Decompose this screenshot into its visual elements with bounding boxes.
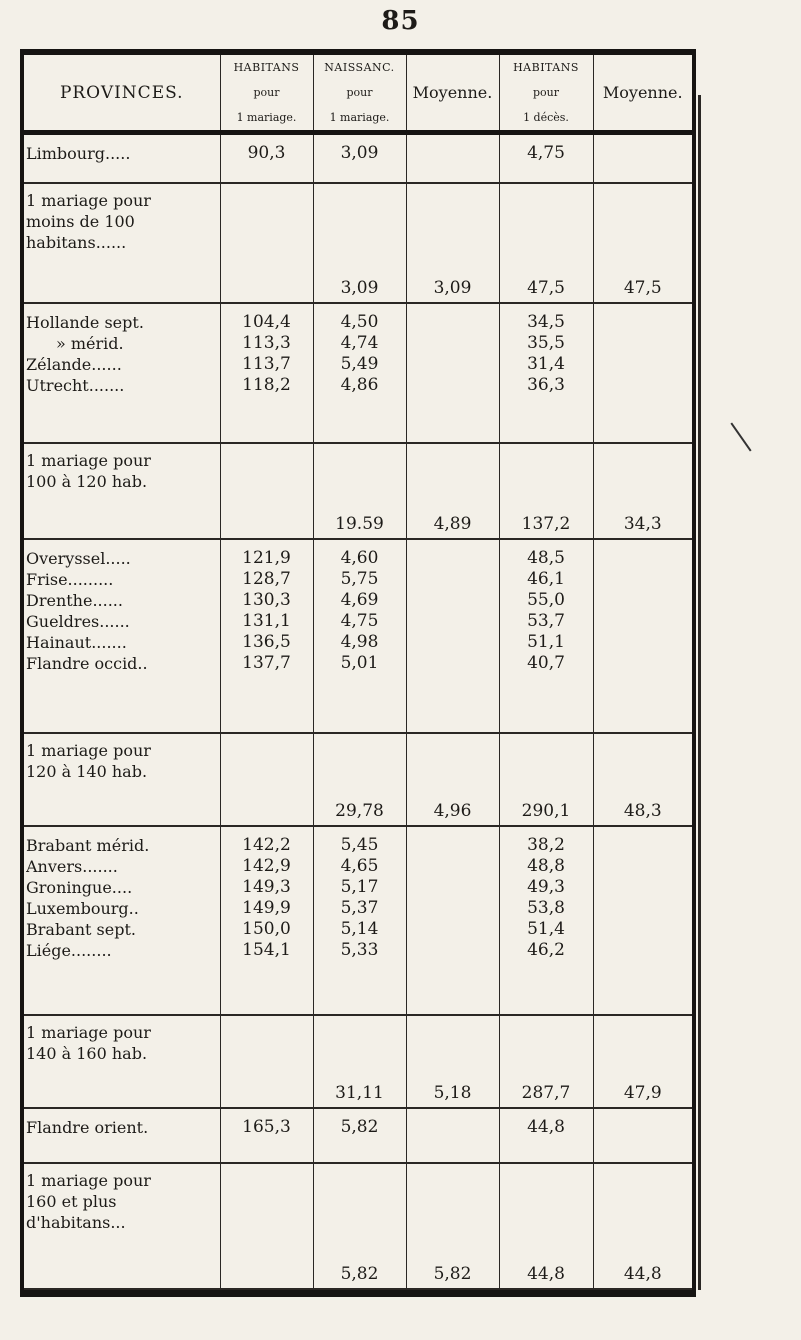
summary-label-line: 160 et plus xyxy=(26,1191,117,1211)
value: 142,2 xyxy=(242,834,291,855)
value: 48,8 xyxy=(527,855,565,876)
value: 4,69 xyxy=(340,589,379,610)
province-name: Frise......... xyxy=(26,569,114,589)
province-name: Zélande...... xyxy=(26,355,122,375)
value: 4,75 xyxy=(527,143,565,163)
summary-label-line: 1 mariage pour xyxy=(26,451,151,471)
moyenne-cell xyxy=(593,133,692,184)
marriage-statistics-table xyxy=(24,55,692,1290)
value: 165,3 xyxy=(242,1117,291,1138)
summary-empty-cell xyxy=(220,1015,313,1108)
summary-label-cell xyxy=(24,733,220,826)
value: 113,3 xyxy=(242,333,291,354)
header-moyenne-1: Moyenne. xyxy=(406,55,499,133)
value: 51,4 xyxy=(527,918,565,939)
value: 121,9 xyxy=(242,547,291,568)
value: 150,0 xyxy=(242,918,291,939)
value: 55,0 xyxy=(527,589,565,610)
value: 34,5 xyxy=(527,312,565,333)
hab-per-death-cell xyxy=(499,133,593,184)
summary-empty-cell xyxy=(220,733,313,826)
value: 5,33 xyxy=(340,939,379,960)
summary-nais-value: 31,11 xyxy=(313,1015,406,1108)
province-group xyxy=(24,826,692,1015)
births-per-marriage-cell xyxy=(313,303,406,443)
moyenne-cell xyxy=(593,539,692,733)
value: 46,2 xyxy=(527,939,565,960)
value: 128,7 xyxy=(242,568,291,589)
summary-empty-cell xyxy=(220,183,313,303)
summary-deces-value: 137,2 xyxy=(499,443,593,538)
province-name: Brabant sept. xyxy=(26,919,136,939)
value: 5,17 xyxy=(340,876,379,897)
hab-per-marriage-cell xyxy=(220,133,313,184)
births-per-marriage-cell xyxy=(313,1108,406,1162)
summary-label-line: habitans...... xyxy=(26,233,127,253)
value: 5,01 xyxy=(340,652,379,673)
summary-nais-value: 19.59 xyxy=(313,443,406,538)
summary-label-line: 1 mariage pour xyxy=(26,740,151,760)
group-summary-row xyxy=(24,183,692,303)
summary-nais-value: 29,78 xyxy=(313,733,406,826)
statistics-table-frame xyxy=(20,49,696,1297)
summary-label-cell xyxy=(24,183,220,303)
value: 40,7 xyxy=(527,652,565,673)
moyenne-cell xyxy=(593,303,692,443)
summary-deces-value: 287,7 xyxy=(499,1015,593,1108)
hab-per-death-cell xyxy=(499,303,593,443)
province-name: Gueldres...... xyxy=(26,611,130,631)
hab-per-marriage-cell xyxy=(220,1108,313,1162)
value: 4,50 xyxy=(340,312,379,333)
hab-per-marriage-cell xyxy=(220,826,313,1015)
province-group xyxy=(24,133,692,184)
page-edge-rule xyxy=(698,95,701,1290)
moyenne-cell xyxy=(406,303,499,443)
value: 5,49 xyxy=(340,354,379,375)
value: 3,09 xyxy=(340,143,379,163)
moyenne-cell xyxy=(406,133,499,184)
value: 131,1 xyxy=(242,610,291,631)
group-summary-row xyxy=(24,1015,692,1108)
moyenne-cell xyxy=(406,539,499,733)
province-name: Utrecht....... xyxy=(26,376,125,396)
province-name: Overyssel..... xyxy=(26,548,131,568)
header-hab-deces: HABITANS pour 1 décès. xyxy=(499,55,593,133)
summary-label-cell xyxy=(24,1015,220,1108)
value: 44,8 xyxy=(527,1117,565,1138)
hab-per-marriage-cell xyxy=(220,539,313,733)
value: 104,4 xyxy=(242,312,291,333)
summary-label-line: 1 mariage pour xyxy=(26,1023,151,1043)
value: 154,1 xyxy=(242,939,291,960)
value: 49,3 xyxy=(527,876,565,897)
summary-deces-value: 44,8 xyxy=(499,1163,593,1289)
value: 149,9 xyxy=(242,897,291,918)
hab-per-death-cell xyxy=(499,826,593,1015)
header-naissances: NAISSANC. pour 1 mariage. xyxy=(313,55,406,133)
moyenne-cell xyxy=(593,826,692,1015)
header-moyenne-2: Moyenne. xyxy=(593,55,692,133)
header-provinces: PROVINCES. xyxy=(24,55,220,133)
summary-empty-cell xyxy=(220,1163,313,1289)
value: 4,86 xyxy=(340,375,379,396)
summary-deces-value: 290,1 xyxy=(499,733,593,826)
summary-moy1-value: 3,09 xyxy=(406,183,499,303)
summary-moy1-value: 4,96 xyxy=(406,733,499,826)
province-name: Flandre orient. xyxy=(26,1118,149,1138)
province-name: Limbourg..... xyxy=(26,144,131,163)
stray-pen-mark xyxy=(730,423,751,452)
value: 4,74 xyxy=(340,333,379,354)
summary-label-line: 140 à 160 hab. xyxy=(26,1044,148,1064)
summary-moy1-value: 4,89 xyxy=(406,443,499,538)
hab-per-death-cell xyxy=(499,539,593,733)
province-names-cell xyxy=(24,303,220,443)
group-summary-row xyxy=(24,443,692,538)
group-summary-row xyxy=(24,733,692,826)
value: 5,75 xyxy=(340,568,379,589)
value: 53,8 xyxy=(527,897,565,918)
group-summary-row xyxy=(24,1163,692,1289)
summary-label-line: 1 mariage pour xyxy=(26,1170,151,1190)
value: 48,5 xyxy=(527,547,565,568)
value: 90,3 xyxy=(247,143,286,163)
summary-moy2-value: 44,8 xyxy=(593,1163,692,1289)
summary-label-cell xyxy=(24,443,220,538)
summary-moy2-value: 48,3 xyxy=(593,733,692,826)
value: 31,4 xyxy=(527,354,565,375)
summary-nais-value: 5,82 xyxy=(313,1163,406,1289)
summary-label-line: 100 à 120 hab. xyxy=(26,472,148,492)
moyenne-cell xyxy=(406,1108,499,1162)
province-name: Luxembourg.. xyxy=(26,898,139,918)
summary-moy2-value: 34,3 xyxy=(593,443,692,538)
summary-nais-value: 3,09 xyxy=(313,183,406,303)
value: 136,5 xyxy=(242,631,291,652)
summary-deces-value: 47,5 xyxy=(499,183,593,303)
header-hab-mariage: HABITANS pour 1 mariage. xyxy=(220,55,313,133)
hab-per-marriage-cell xyxy=(220,303,313,443)
value: 142,9 xyxy=(242,855,291,876)
province-name: » mérid. xyxy=(56,334,124,354)
value: 53,7 xyxy=(527,610,565,631)
header-row xyxy=(24,55,692,133)
summary-label-cell xyxy=(24,1163,220,1289)
value: 5,37 xyxy=(340,897,379,918)
births-per-marriage-cell xyxy=(313,539,406,733)
province-name: Flandre occid.. xyxy=(26,653,148,673)
summary-label-line: moins de 100 xyxy=(26,212,135,232)
province-group xyxy=(24,539,692,733)
province-group xyxy=(24,303,692,443)
value: 118,2 xyxy=(242,375,291,396)
value: 4,60 xyxy=(340,547,379,568)
summary-label-line: 120 à 140 hab. xyxy=(26,761,148,781)
province-names-cell xyxy=(24,133,220,184)
summary-label-line: d'habitans... xyxy=(26,1212,126,1232)
summary-moy1-value: 5,18 xyxy=(406,1015,499,1108)
summary-empty-cell xyxy=(220,443,313,538)
summary-moy2-value: 47,5 xyxy=(593,183,692,303)
summary-moy1-value: 5,82 xyxy=(406,1163,499,1289)
value: 46,1 xyxy=(527,568,565,589)
value: 38,2 xyxy=(527,834,565,855)
value: 5,45 xyxy=(340,834,379,855)
moyenne-cell xyxy=(406,826,499,1015)
table-body xyxy=(24,133,692,1290)
births-per-marriage-cell xyxy=(313,826,406,1015)
value: 113,7 xyxy=(242,354,291,375)
value: 5,14 xyxy=(340,918,379,939)
value: 4,75 xyxy=(340,610,379,631)
births-per-marriage-cell xyxy=(313,133,406,184)
page-number: 85 xyxy=(381,6,420,36)
summary-label-line: 1 mariage pour xyxy=(26,191,151,211)
province-name: Hollande sept. xyxy=(26,313,144,333)
value: 4,65 xyxy=(340,855,379,876)
province-name: Groningue.... xyxy=(26,877,133,897)
value: 35,5 xyxy=(527,333,565,354)
value: 4,98 xyxy=(340,631,379,652)
value: 51,1 xyxy=(527,631,565,652)
province-names-cell xyxy=(24,1108,220,1162)
province-name: Drenthe...... xyxy=(26,590,123,610)
hab-per-death-cell xyxy=(499,1108,593,1162)
province-name: Brabant mérid. xyxy=(26,835,150,855)
province-name: Liége........ xyxy=(26,940,112,960)
province-names-cell xyxy=(24,539,220,733)
moyenne-cell xyxy=(593,1108,692,1162)
summary-moy2-value: 47,9 xyxy=(593,1015,692,1108)
province-name: Hainaut....... xyxy=(26,632,127,652)
province-group xyxy=(24,1108,692,1162)
province-name: Anvers....... xyxy=(26,856,118,876)
value: 137,7 xyxy=(242,652,291,673)
value: 130,3 xyxy=(242,589,291,610)
value: 149,3 xyxy=(242,876,291,897)
value: 36,3 xyxy=(527,375,565,396)
province-names-cell xyxy=(24,826,220,1015)
value: 5,82 xyxy=(340,1117,379,1138)
